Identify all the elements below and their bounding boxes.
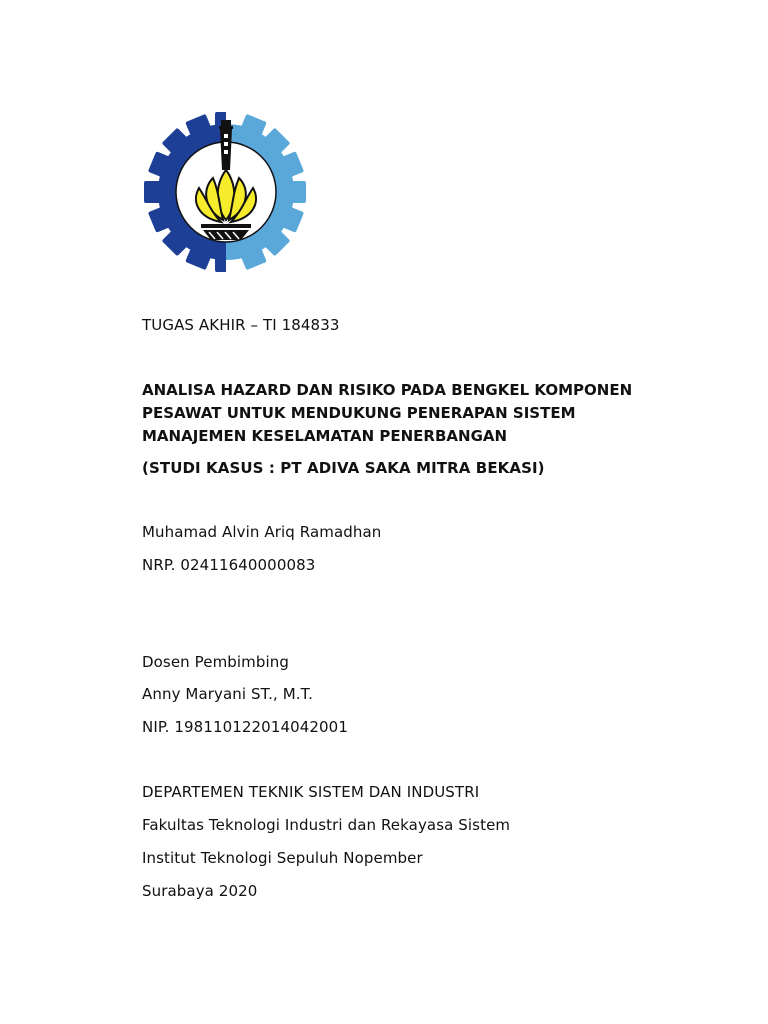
thesis-title-line: MANAJEMEN KESELAMATAN PENERBANGAN bbox=[142, 427, 508, 445]
supervisor-nip: NIP. 198110122014042001 bbox=[142, 718, 348, 736]
case-study-subtitle: (STUDI KASUS : PT ADIVA SAKA MITRA BEKASI) bbox=[142, 459, 545, 477]
faculty-name: Fakultas Teknologi Industri dan Rekayasa Sistem bbox=[142, 816, 511, 834]
institute-name: Institut Teknologi Sepuluh Nopember bbox=[142, 849, 423, 867]
supervisor-name: Anny Maryani ST., M.T. bbox=[142, 685, 314, 703]
thesis-title-line: PESAWAT UNTUK MENDUKUNG PENERAPAN SISTEM bbox=[142, 404, 576, 422]
thesis-title-line: ANALISA HAZARD DAN RISIKO PADA BENGKEL KOMPONEN bbox=[142, 381, 633, 399]
city-year: Surabaya 2020 bbox=[142, 882, 258, 900]
author-name: Muhamad Alvin Ariq Ramadhan bbox=[142, 523, 382, 541]
thesis-title bbox=[142, 379, 632, 448]
tugas-akhir-code: TUGAS AKHIR – TI 184833 bbox=[142, 316, 340, 334]
department-name: DEPARTEMEN TEKNIK SISTEM DAN INDUSTRI bbox=[142, 783, 480, 801]
its-lotus-gear-logo-icon bbox=[141, 108, 311, 276]
author-nrp: NRP. 02411640000083 bbox=[142, 556, 316, 574]
supervisor-label: Dosen Pembimbing bbox=[142, 653, 290, 671]
